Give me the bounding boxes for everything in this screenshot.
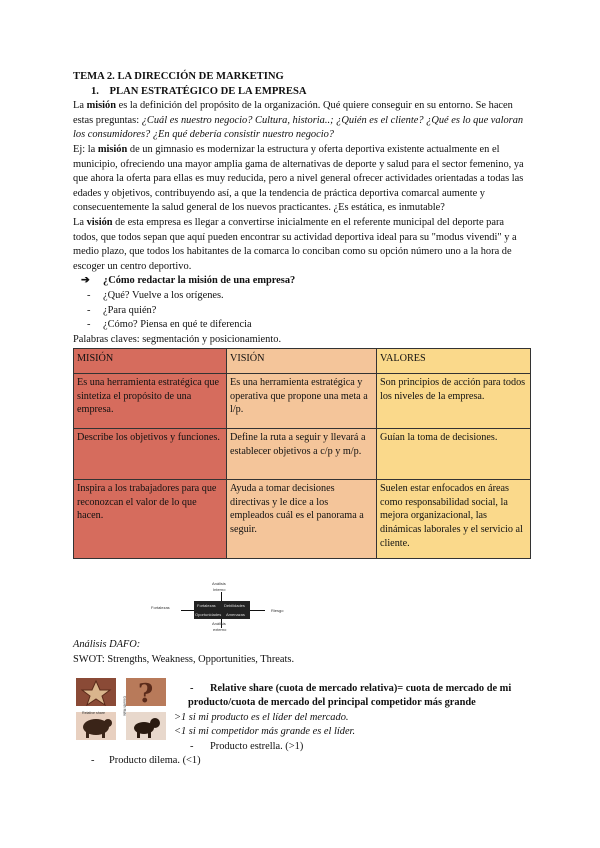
diagram-label: Análisis — [212, 621, 226, 626]
diagram-label: Riesgo — [271, 608, 284, 613]
section-label: PLAN ESTRATÉGICO DE LA EMPRESA — [109, 85, 307, 97]
quadrant-label: Fortalezas — [197, 603, 216, 608]
diagram-label: externo — [213, 627, 227, 632]
relative-share-definition — [188, 682, 533, 711]
bcg-matrix-figure — [74, 676, 168, 742]
list-text: ¿Cómo? Piensa en qué te diferencia — [103, 319, 252, 331]
section-heading — [73, 85, 531, 100]
text-run: de esta empresa es llegar a convertirse inicialmente en el referente municipal del deporte para todos, que todos sepan que aquí pueden encontrar su actividad deportiva ideal para su "modus vivendi" y a medio plazo, que todos los habitantes de la comarca lo conciban como su opción número uno a la hora de escoger un centro deportivo. — [73, 216, 517, 272]
bullet: - — [190, 683, 194, 694]
list-item — [73, 304, 531, 319]
diagram-label: Análisis — [212, 581, 226, 586]
relative-share-note: <1 si mi competidor más grande es el líder. — [174, 726, 356, 738]
header-valores: VALORES — [377, 349, 531, 374]
list-item — [190, 740, 533, 754]
bcg-axis-label: Growth Rate — [122, 696, 127, 717]
document-page — [73, 70, 531, 559]
table-cell: Describe los objetivos y funciones. — [74, 429, 227, 480]
header-vision: VISIÓN — [227, 349, 377, 374]
text-run: es la definición del propósito de la organización. Qué quiere conseguir en su entorno. Se hacen estas preguntas: — [73, 100, 513, 126]
swot-diagram — [149, 580, 290, 634]
relative-share-block — [174, 682, 533, 754]
example-mision-term: misión — [97, 143, 128, 155]
list-item — [73, 289, 531, 304]
table-cell: Es una herramienta estratégica y operativa que propone una meta a l/p. — [227, 374, 377, 429]
howto-heading — [81, 274, 531, 289]
table-cell: Guían la toma de decisiones. — [377, 429, 531, 480]
quadrant-label: Amenazas — [226, 612, 245, 617]
list-text: ¿Qué? Vuelve a los orígenes. — [103, 289, 224, 301]
table-cell: Ayuda a tomar decisiones directivas y le dice a los empleados cuál es el panorama a seguir. — [227, 480, 377, 559]
doc-title: TEMA 2. LA DIRECCIÓN DE MARKETING — [73, 71, 284, 82]
list-text: Producto dilema. (<1) — [109, 755, 201, 766]
table-row — [74, 374, 531, 429]
bullet: - — [91, 755, 95, 766]
table-cell: Es una herramienta estratégica que sintetiza el propósito de una empresa. — [74, 374, 227, 429]
quadrant-label: Oportunidades — [195, 612, 222, 617]
bullet: - — [190, 740, 194, 752]
table-cell: Son principios de acción para todos los niveles de la empresa. — [377, 374, 531, 429]
list-text: ¿Para quién? — [103, 304, 157, 316]
section-number: 1. — [91, 85, 99, 97]
bcg-cell-dog — [126, 712, 166, 740]
list-item — [73, 318, 531, 333]
bcg-cell-star — [76, 678, 116, 706]
bcg-cell-question — [126, 678, 166, 706]
mision-paragraph — [73, 99, 531, 143]
table-row — [74, 480, 531, 559]
dafo-title: Análisis DAFO: — [73, 639, 141, 650]
header-mision: MISIÓN — [74, 349, 227, 374]
mision-vision-valores-table — [73, 348, 531, 559]
table-cell: Define la ruta a seguir y llevará a establecer objetivos a c/p y m/p. — [227, 429, 377, 480]
table-row — [74, 429, 531, 480]
list-item — [91, 754, 201, 769]
bullet: - — [87, 304, 91, 316]
list-text: Producto estrella. (>1) — [210, 740, 304, 752]
bcg-axis-label: Relative share — [82, 711, 105, 715]
arrow-icon: ➔ — [81, 275, 90, 287]
vision-term: visión — [86, 216, 113, 228]
dafo-block — [73, 638, 533, 667]
relative-share-note: >1 si mi producto es el líder del mercado. — [174, 711, 349, 723]
swot-line: SWOT: Strengths, Weakness, Opportunities, Threats. — [73, 653, 295, 665]
relative-share-formula: Relative share (cuota de mercado relativa)= cuota de mercado de mi producto/cuota de mercado del principal competidor más grande — [188, 683, 512, 709]
howto-label: ¿Cómo redactar la misión de una empresa? — [103, 275, 296, 287]
question-mark-icon — [126, 678, 166, 706]
vision-paragraph — [73, 216, 531, 274]
text-run: La — [73, 216, 87, 228]
table-header-row — [74, 349, 531, 374]
text-run: La — [73, 100, 87, 112]
text-run: de un gimnasio es modernizar la estructura y oferta deportiva existente actualmente en el municipio, ofreciendo una mayor amplia gama de alternativas de deporte y salud para el sector femenino, ya que ahora la oferta para ellas es muy reducida, pero a nivel general ofrecer actividades orientadas a todas las edades y objetivos, contribuyendo así, a que la tendencia de práctica deportiva comarcal aumente y consecuentemente la salud general de los nuevos practicantes. ¿Es estática, es inmutable? — [73, 143, 524, 214]
keywords-line: Palabras claves: segmentación y posicionamiento. — [73, 333, 282, 345]
dog-icon — [126, 712, 166, 740]
star-icon — [76, 678, 116, 706]
table-cell: Suelen estar enfocados en áreas como responsabilidad social, la mejora organizacional, las dinámicas laborales y el servicio al cliente. — [377, 480, 531, 559]
quadrant-label: Debilidades — [224, 603, 245, 608]
diagram-label: Interno — [213, 587, 226, 592]
example-paragraph — [73, 143, 531, 216]
diagram-label: Fortalezas — [151, 605, 170, 610]
table-cell: Inspira a los trabajadores para que reconozcan el valor de lo que hacen. — [74, 480, 227, 559]
bullet: - — [87, 289, 91, 301]
text-run: Ej: la — [73, 143, 98, 155]
svg-text:?: ? — [138, 679, 154, 706]
bullet: - — [87, 319, 91, 331]
mision-questions: ¿Cuál es nuestro negocio? Cultura, historia..; ¿Quién es el cliente? ¿Qué es lo que valoran los consumidores? ¿En qué debería consistir nuestro negocio? — [73, 114, 524, 141]
mision-term: misión — [86, 100, 117, 112]
